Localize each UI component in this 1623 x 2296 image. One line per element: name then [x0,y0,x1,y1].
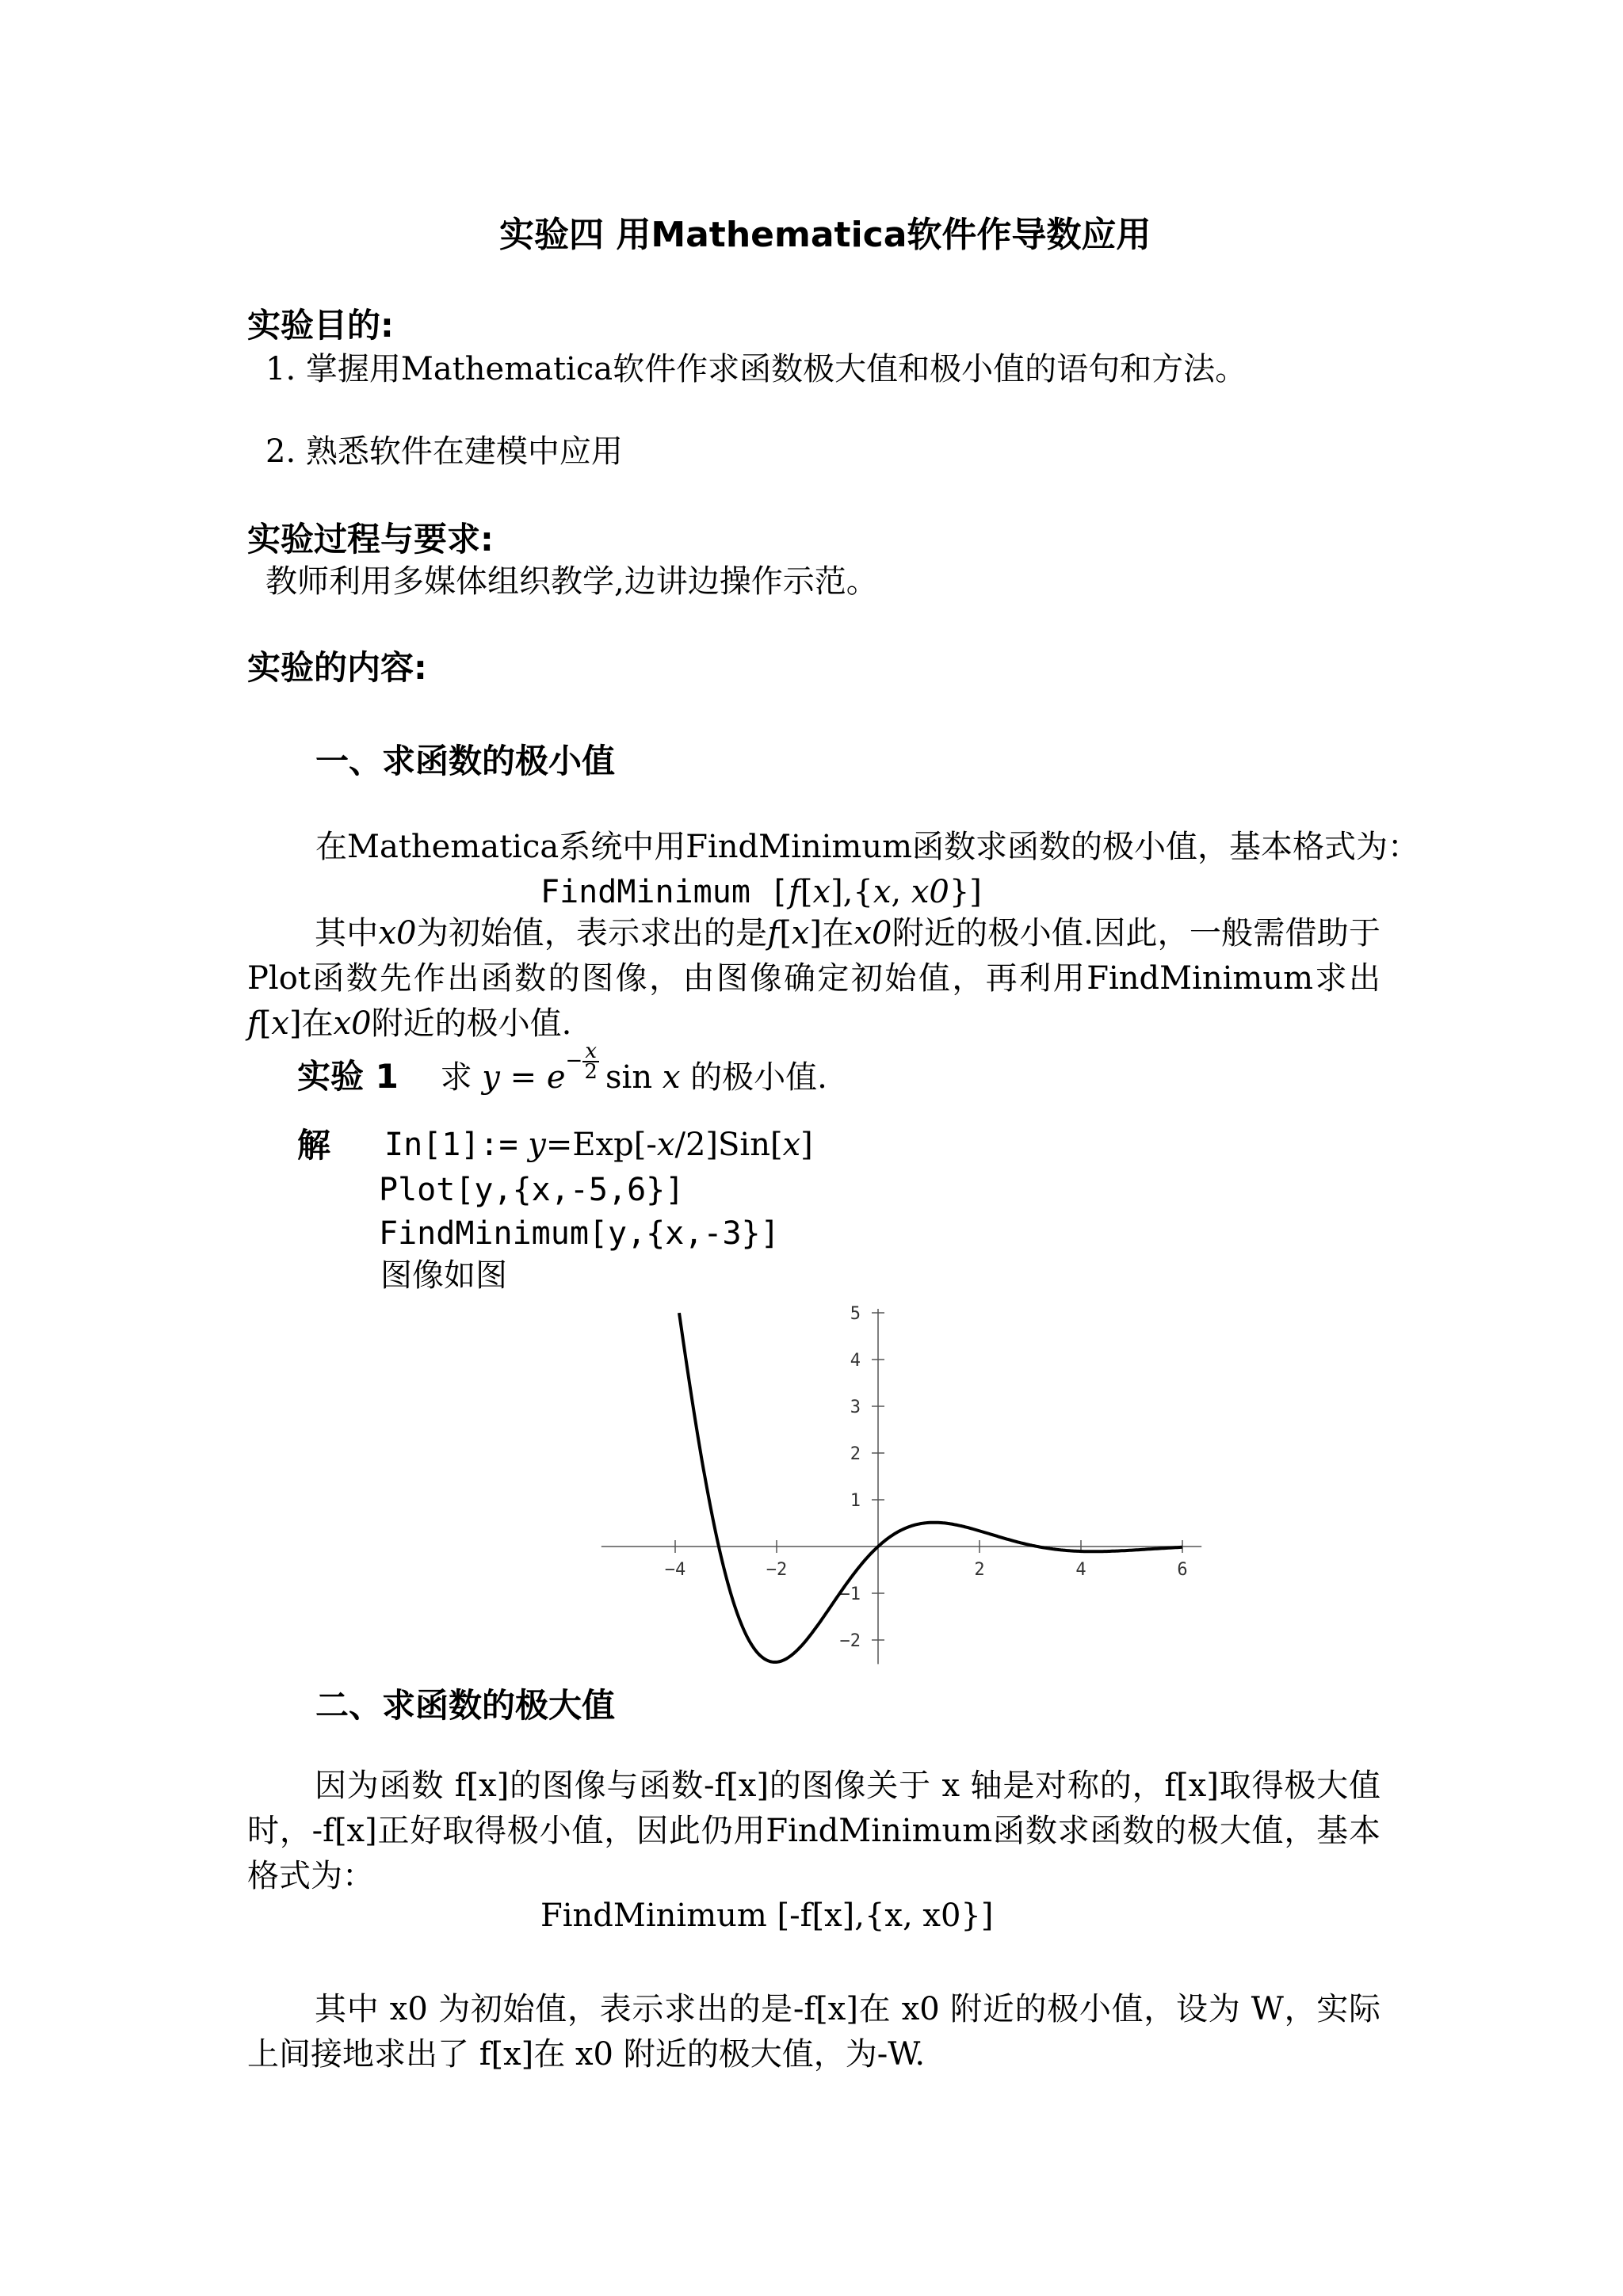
x-tick-label: 4 [1075,1560,1086,1580]
part1-heading: 一、求函数的极小值 [315,742,616,780]
syntax-f: f [789,874,800,910]
explain-text-c: 在 [821,915,854,952]
experiment-1 [297,1039,827,1102]
process-text: 教师利用多媒体组织教学,边讲边操作示范。 [265,563,878,600]
exp-minus: − [565,1049,583,1073]
explain-text-b: 为初始值，表示求出的是 [416,915,768,952]
experiment-1-text-pre: 求 [440,1059,472,1096]
syntax-x: x [812,874,831,910]
syntax-command: FindMinimum [ [540,874,789,910]
exp-numerator: x [582,1042,599,1062]
formula-x: x [662,1059,681,1096]
code-line-3: FindMinimum[y,{x,-3}] [379,1215,780,1252]
syntax-x0: x0 [911,874,949,910]
series-line [679,1313,1182,1662]
part1-explanation: 其中x0为初始值，表示求出的是f[x]在x0附近的极小值.因此，一般需借助于Plot函数先作出函数的图像，由图像确定初始值，再利用FindMinimum求出f[x]在x0附近的极小值. [247,915,1381,1042]
solution-label: 解 [297,1126,331,1165]
content-heading: 实验的内容: [247,648,427,687]
experiment-1-label: 实验 1 [297,1057,399,1096]
x-tick-label: −2 [766,1560,788,1580]
code-end: /2]Sin[ [674,1127,783,1163]
part1-intro: 在Mathematica系统中用FindMinimum函数求函数的极小值，基本格式为： [315,829,1420,865]
syntax-x-var: x [873,874,892,910]
formula-eq: = [499,1059,547,1096]
part2-paragraph-2: 其中 x0 为初始值，表示求出的是-f[x]在 x0 附近的极小值，设为 W，实际上间接地求出了 f[x]在 x0 附近的极大值，为-W. [247,1991,1381,2073]
explain-text-d: 附近的极小值.因此，一般需借助于Plot函数先作出函数的图像，由图像确定初始值，再利用FindMinimum求出 [247,915,1381,997]
formula-exponent [565,1039,599,1084]
code-line-2: Plot[y,{x,-5,6}] [379,1172,685,1208]
x-tick-label: 2 [974,1560,985,1580]
part2-paragraph-1: 因为函数 f[x]的图像与函数-f[x]的图像关于 x 轴是对称的，f[x]取得极大值时，-f[x]正好取得极小值，因此仍用FindMinimum函数求函数的极大值，基本格式为： [247,1768,1381,1894]
purpose-heading: 实验目的: [247,306,394,345]
explain-x-2: x [271,1005,289,1042]
y-tick-label: 5 [850,1304,861,1324]
explain-text-g: 附近的极小值. [371,1005,572,1042]
explain-f: f [767,915,780,952]
purpose-item-2: 2. 熟悉软件在建模中应用 [265,433,623,470]
y-tick-label: 1 [850,1491,861,1511]
x-tick-label: −4 [664,1560,686,1580]
figure-caption: 图像如图 [380,1257,507,1294]
code-y: y [528,1127,546,1163]
y-tick-label: 3 [850,1398,861,1417]
code-mid: =Exp[- [545,1127,657,1163]
explain-x0-3: x0 [333,1005,372,1042]
y-tick-label: −1 [839,1585,861,1604]
process-heading: 实验过程与要求: [247,520,494,559]
x-tick-label: 6 [1177,1560,1188,1580]
experiment-1-text-post: 的极小值. [690,1059,827,1096]
explain-text-e: 在 [301,1005,334,1042]
page-title: 实验四 用Mathematica软件作导数应用 [499,215,1151,255]
explain-f-2: f [247,1005,259,1042]
code-x2: x [782,1127,801,1163]
findminimum-syntax: FindMinimum [f[x],{x, x0}] [540,874,982,910]
part2-heading: 二、求函数的极大值 [315,1686,616,1725]
y-tick-label: 2 [850,1444,861,1464]
y-tick-label: 4 [850,1351,861,1371]
explain-x0: x0 [378,915,417,952]
formula-sin: sin [605,1059,653,1096]
formula-e: e [546,1059,566,1096]
formula-y: y [482,1059,500,1096]
explain-x: x [791,915,810,952]
exp-denominator: 2 [584,1060,598,1084]
part2-syntax: FindMinimum [-f[x],{x, x0}] [540,1897,994,1934]
y-tick-label: −2 [839,1631,861,1651]
code-x: x [656,1127,675,1163]
code-close: ] [800,1127,813,1163]
code-prefix: In[1]:= [384,1127,518,1163]
code-line-1 [384,1129,813,1161]
explain-text-a: 其中 [315,915,379,952]
explain-x0-2: x0 [854,915,892,952]
purpose-item-1: 1. 掌握用Mathematica软件作求函数极大值和极小值的语句和方法。 [265,351,1247,387]
